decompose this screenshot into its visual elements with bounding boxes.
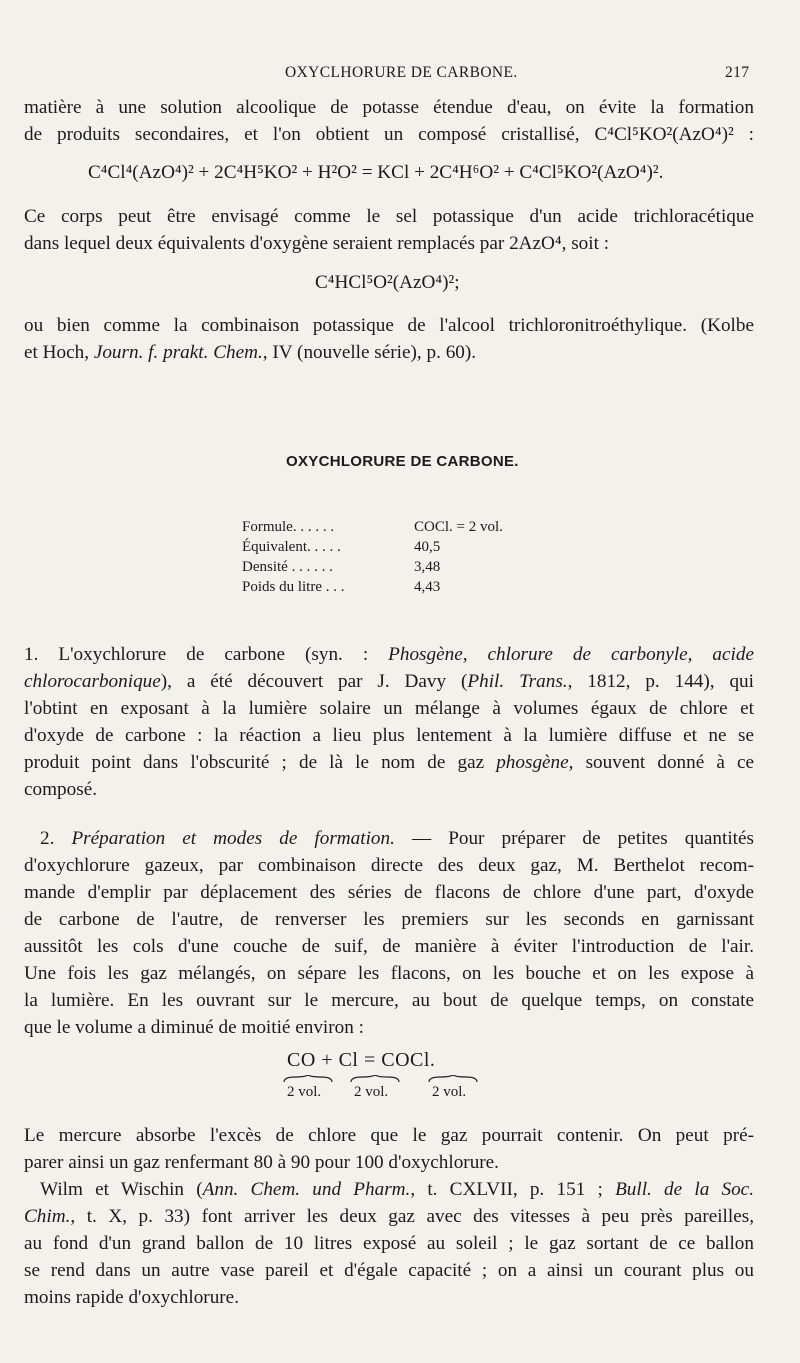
text-span: 2.: [40, 828, 72, 849]
text-span: produit point dans l'obscurité ; de là le nom de gaz: [24, 752, 497, 773]
text-line: Une fois les gaz mélangés, on sépare les flacons, on les bouche et on les expose à: [24, 963, 754, 984]
property-label: Formule. . . . . .: [242, 519, 335, 535]
volume-label: 2 vol.: [432, 1084, 467, 1100]
chemical-equation: C⁴Cl⁴(AzO⁴)² + 2C⁴H⁵KO² + H²O² = KCl + 2C⁴H⁶O² + C⁴Cl⁵KO²(AzO⁴)².: [88, 162, 664, 183]
brace-icon: [428, 1075, 478, 1083]
text-line: ou bien comme la combinaison potassique de l'alcool trichloronitroéthylique. (Kolbe: [24, 315, 754, 336]
text-line: l'obtint en exposant à la lumière solaire un mélange à volumes égaux de chlore et: [24, 698, 754, 719]
journal-reference: Bull. de la Soc.: [615, 1179, 754, 1200]
page-number: 217: [725, 64, 750, 81]
text-line: [24, 642, 754, 668]
property-value: 3,48: [414, 559, 441, 575]
property-label: Poids du litre . . .: [242, 579, 345, 595]
text-line: [24, 669, 754, 695]
volume-label: 2 vol.: [354, 1084, 389, 1100]
section-title: OXYCHLORURE DE CARBONE.: [286, 453, 519, 470]
text-span: Wilm et Wischin (: [40, 1179, 203, 1200]
italic-span: phosgène,: [496, 752, 574, 773]
reaction-equation: CO + Cl = COCl.: [287, 1049, 436, 1071]
italic-span: chlorocarbonique: [24, 671, 161, 692]
text-line: que le volume a diminué de moitié environ :: [24, 1017, 364, 1038]
text-line: aussitôt les cols d'une couche de suif, de manière à éviter l'introduction de l'air.: [24, 936, 754, 957]
text-line: de produits secondaires, et l'on obtient un composé cristallisé, C⁴Cl⁵KO²(AzO⁴)² :: [24, 124, 754, 145]
text-line: au fond d'un grand ballon de 10 litres exposé au soleil ; le gaz sortant de ce ballon: [24, 1233, 754, 1254]
text-line: dans lequel deux équivalents d'oxygène seraient remplacés par 2AzO⁴, soit :: [24, 233, 610, 254]
text-line: [40, 1177, 754, 1203]
text-span: — Pour préparer de petites quantités: [394, 828, 754, 849]
text-line: mande d'emplir par déplacement des séries de flacons de chlore d'une part, d'oxyde: [24, 882, 754, 903]
text-span: et Hoch,: [24, 342, 94, 363]
text-span: , 1812, p. 144), qui: [567, 671, 754, 692]
text-line: [24, 1204, 754, 1230]
property-value: 4,43: [414, 579, 441, 595]
text-line: matière à une solution alcoolique de potasse étendue d'eau, on évite la formation: [24, 97, 754, 118]
journal-reference: Journ. f. prakt. Chem.: [93, 342, 263, 363]
brace-icon: [350, 1075, 400, 1083]
text-line: [24, 340, 754, 366]
volume-label: 2 vol.: [287, 1084, 322, 1100]
journal-reference: Ann. Chem. und Pharm.: [202, 1179, 411, 1200]
text-line: Le mercure absorbe l'excès de chlore que le gaz pourrait contenir. On peut pré-: [24, 1125, 754, 1146]
italic-span: Préparation et modes de formation.: [71, 828, 395, 849]
text-span: ), a été découvert par J. Davy (: [160, 671, 468, 692]
italic-span: Phosgène, chlorure de carbonyle, acide: [388, 644, 754, 665]
chemical-formula: C⁴HCl⁵O²(AzO⁴)²;: [315, 272, 460, 293]
text-line: parer ainsi un gaz renfermant 80 à 90 pour 100 d'oxychlorure.: [24, 1152, 499, 1173]
text-line: [40, 826, 754, 852]
text-line: de carbone de l'autre, de renverser les premiers sur les seconds en garnissant: [24, 909, 754, 930]
property-value: COCl. = 2 vol.: [414, 519, 503, 535]
text-line: d'oxyde de carbone : la réaction a lieu plus lentement à la lumière diffuse et ne se: [24, 725, 754, 746]
journal-reference: Phil. Trans.: [467, 671, 568, 692]
text-span: , t. CXLVII, p. 151 ;: [410, 1179, 616, 1200]
text-line: composé.: [24, 779, 98, 800]
text-line: se rend dans un autre vase pareil et d'égale capacité ; on a ainsi un courant plus ou: [24, 1260, 754, 1281]
property-label: Densité . . . . . .: [242, 559, 333, 575]
text-span: , t. X, p. 33) font arriver les deux gaz avec des vitesses à peu près pareilles,: [70, 1206, 754, 1227]
property-value: 40,5: [414, 539, 441, 555]
running-header-title: OXYCLHORURE DE CARBONE.: [285, 64, 518, 81]
text-span: , IV (nouvelle série), p. 60).: [262, 342, 477, 363]
text-line: la lumière. En les ouvrant sur le mercure, au bout de quelque temps, on constate: [24, 990, 754, 1011]
property-label: Équivalent. . . . .: [242, 539, 341, 555]
text-line: [24, 750, 754, 776]
brace-icon: [283, 1075, 333, 1083]
text-line: moins rapide d'oxychlorure.: [24, 1287, 239, 1308]
text-span: souvent donné à ce: [573, 752, 754, 773]
text-span: 1. L'oxychlorure de carbone (syn. :: [24, 644, 389, 665]
text-line: d'oxychlorure gazeux, par combinaison directe des deux gaz, M. Berthelot recom-: [24, 855, 754, 876]
text-line: Ce corps peut être envisagé comme le sel potassique d'un acide trichloracétique: [24, 206, 754, 227]
journal-reference: Chim.: [24, 1206, 71, 1227]
